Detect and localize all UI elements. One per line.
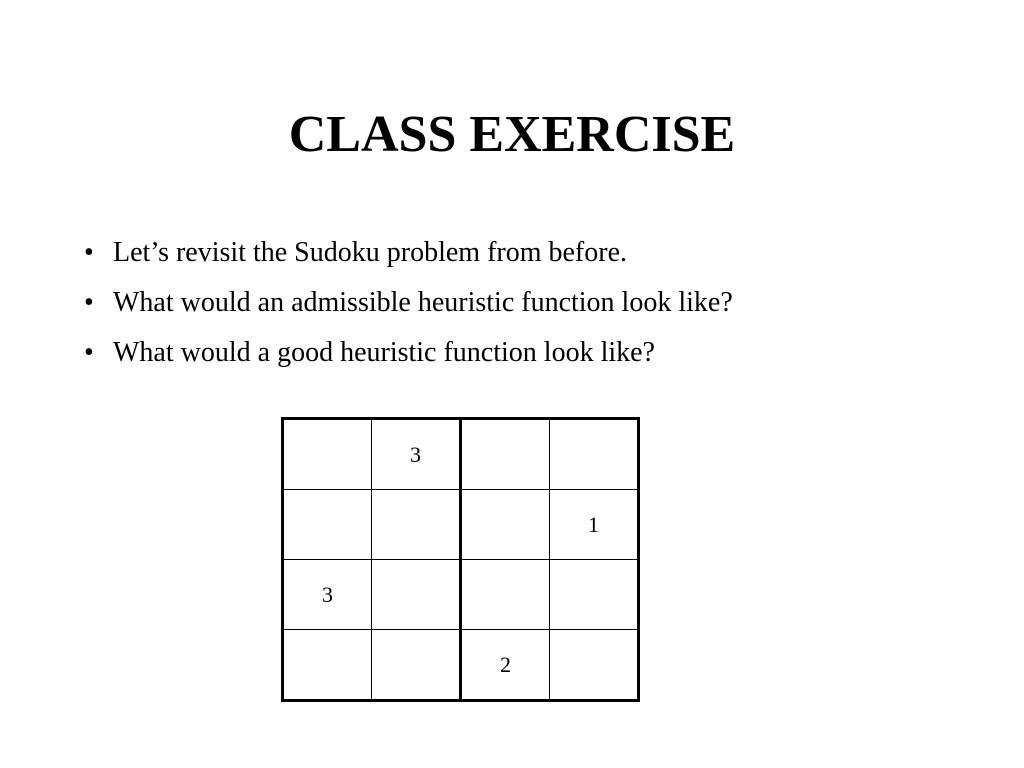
sudoku-row (283, 490, 639, 560)
sudoku-cell (283, 419, 372, 490)
sudoku-cell (550, 560, 639, 630)
sudoku-row (283, 560, 639, 630)
sudoku-row (283, 630, 639, 701)
sudoku-row (283, 419, 639, 490)
sudoku-cell: 2 (461, 630, 550, 701)
bullet-icon: • (84, 237, 94, 268)
bullet-item (84, 228, 964, 278)
sudoku-cell (372, 630, 461, 701)
bullet-item (84, 328, 964, 378)
bullet-text: What would an admissible heuristic function look like? (113, 287, 733, 318)
sudoku-cell (550, 419, 639, 490)
bullet-text: Let’s revisit the Sudoku problem from before. (113, 237, 627, 268)
sudoku-cell: 1 (550, 490, 639, 560)
sudoku-grid (281, 417, 640, 702)
sudoku-cell (461, 560, 550, 630)
bullet-icon: • (84, 337, 94, 368)
sudoku-cell: 3 (283, 560, 372, 630)
bullet-icon: • (84, 287, 94, 318)
sudoku-cell (461, 419, 550, 490)
sudoku-cell (461, 490, 550, 560)
sudoku-cell: 3 (372, 419, 461, 490)
sudoku-cell (372, 560, 461, 630)
sudoku-cell (550, 630, 639, 701)
bullet-item (84, 278, 964, 328)
sudoku-cell (283, 630, 372, 701)
sudoku-cell (372, 490, 461, 560)
bullet-list (84, 228, 964, 378)
bullet-text: What would a good heuristic function look like? (113, 337, 655, 368)
slide-title: CLASS EXERCISE (288, 106, 736, 163)
sudoku-cell (283, 490, 372, 560)
